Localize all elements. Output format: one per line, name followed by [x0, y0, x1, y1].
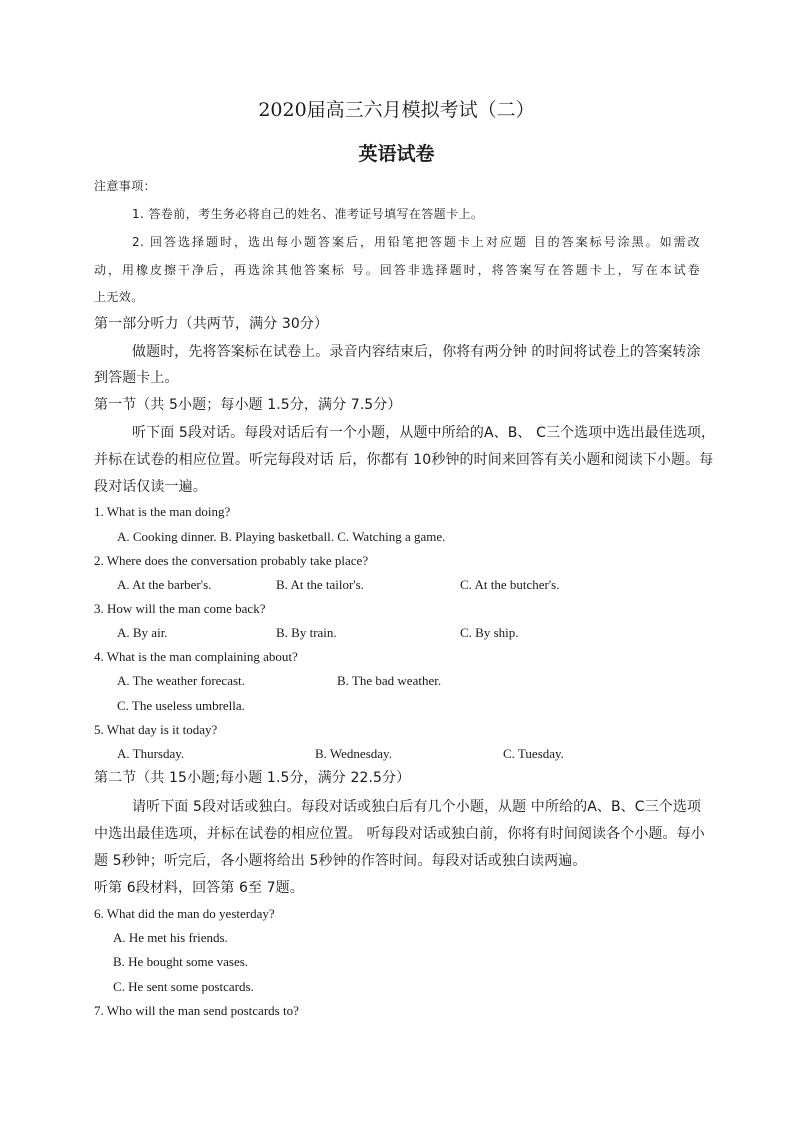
section1-intro-line-2: 并标在试卷的相应位置。听完每段对话 后，你都有 10秒钟的时间来回答有关小题和阅读下小题。每	[94, 452, 714, 468]
question-1-options: A. Cooking dinner. B. Playing basketball. C. Watching a game.	[117, 529, 446, 544]
question-6-option-c: C. He sent some postcards.	[113, 979, 254, 994]
question-5-option-b: B. Wednesday.	[315, 746, 392, 761]
question-1: 1. What is the man doing?	[94, 504, 231, 519]
question-5-option-c: C. Tuesday.	[503, 746, 564, 761]
section2-heading: 第二节（共 15小题;每小题 1.5分，满分 22.5分）	[94, 770, 411, 786]
notes-item-2-line-1: 2. 回答选择题时，选出每小题答案后，用铅笔把答题卡上对应题 目的答案标号涂黑。如需改	[132, 235, 700, 249]
question-4-option-c: C. The useless umbrella.	[117, 698, 245, 713]
question-2: 2. Where does the conversation probably take place?	[94, 553, 369, 568]
part1-heading: 第一部分听力（共两节，满分 30分）	[94, 316, 329, 332]
section2-intro-line-3: 题 5秒钟；听完后，各小题将给出 5秒钟的作答时间。每段对话或独白读两遍。	[94, 853, 587, 869]
question-3-option-b: B. By train.	[276, 625, 337, 640]
question-4-option-b: B. The bad weather.	[337, 673, 442, 688]
question-7: 7. Who will the man send postcards to?	[94, 1003, 299, 1018]
question-4-option-a: A. The weather forecast.	[117, 673, 245, 688]
question-4: 4. What is the man complaining about?	[94, 649, 298, 664]
notes-item-2-line-3: 上无效。	[94, 290, 144, 304]
question-6-option-b: B. He bought some vases.	[113, 954, 249, 969]
section2-intro-line-1: 请听下面 5段对话或独白。每段对话或独白后有几个小题，从题 中所给的A、B、C三个选项	[132, 799, 702, 815]
notes-item-2-line-2: 动，用橡皮擦干净后，再选涂其他答案标 号。回答非选择题时，将答案写在答题卡上，写在本试卷	[94, 263, 700, 277]
question-6-option-a: A. He met his friends.	[113, 930, 228, 945]
exam-subtitle: 英语试卷	[358, 143, 435, 165]
notes-item-1: 1. 答卷前，考生务必将自己的姓名、准考证号填写在答题卡上。	[132, 207, 484, 221]
section1-heading: 第一节（共 5小题；每小题 1.5分，满分 7.5分）	[94, 397, 402, 413]
material-6-instruction: 听第 6段材料，回答第 6至 7题。	[94, 880, 304, 896]
question-6: 6. What did the man do yesterday?	[94, 906, 275, 921]
question-5: 5. What day is it today?	[94, 722, 218, 737]
question-3-option-a: A. By air.	[117, 625, 168, 640]
section1-intro-line-3: 段对话仅读一遍。	[94, 479, 207, 495]
question-3: 3. How will the man come back?	[94, 601, 266, 616]
notes-heading: 注意事项：	[94, 179, 157, 193]
question-2-option-b: B. At the tailor's.	[276, 577, 364, 592]
part1-intro-line-1: 做题时，先将答案标在试卷上。录音内容结束后，你将有两分钟 的时间将试卷上的答案转涂	[132, 344, 701, 360]
question-2-option-a: A. At the barber's.	[117, 577, 212, 592]
question-5-option-a: A. Thursday.	[117, 746, 185, 761]
part1-intro-line-2: 到答题卡上。	[94, 370, 179, 386]
exam-title: 2020届高三六月模拟考试（二）	[258, 99, 535, 121]
question-2-option-c: C. At the butcher's.	[460, 577, 560, 592]
section1-intro-line-1: 听下面 5段对话。每段对话后有一个小题，从题中所给的A、B、 C三个选项中选出最佳选项，	[132, 425, 716, 441]
section2-intro-line-2: 中选出最佳选项，并标在试卷的相应位置。 听每段对话或独白前，你将有时间阅读各个小题。每小	[94, 826, 705, 842]
question-3-option-c: C. By ship.	[460, 625, 519, 640]
